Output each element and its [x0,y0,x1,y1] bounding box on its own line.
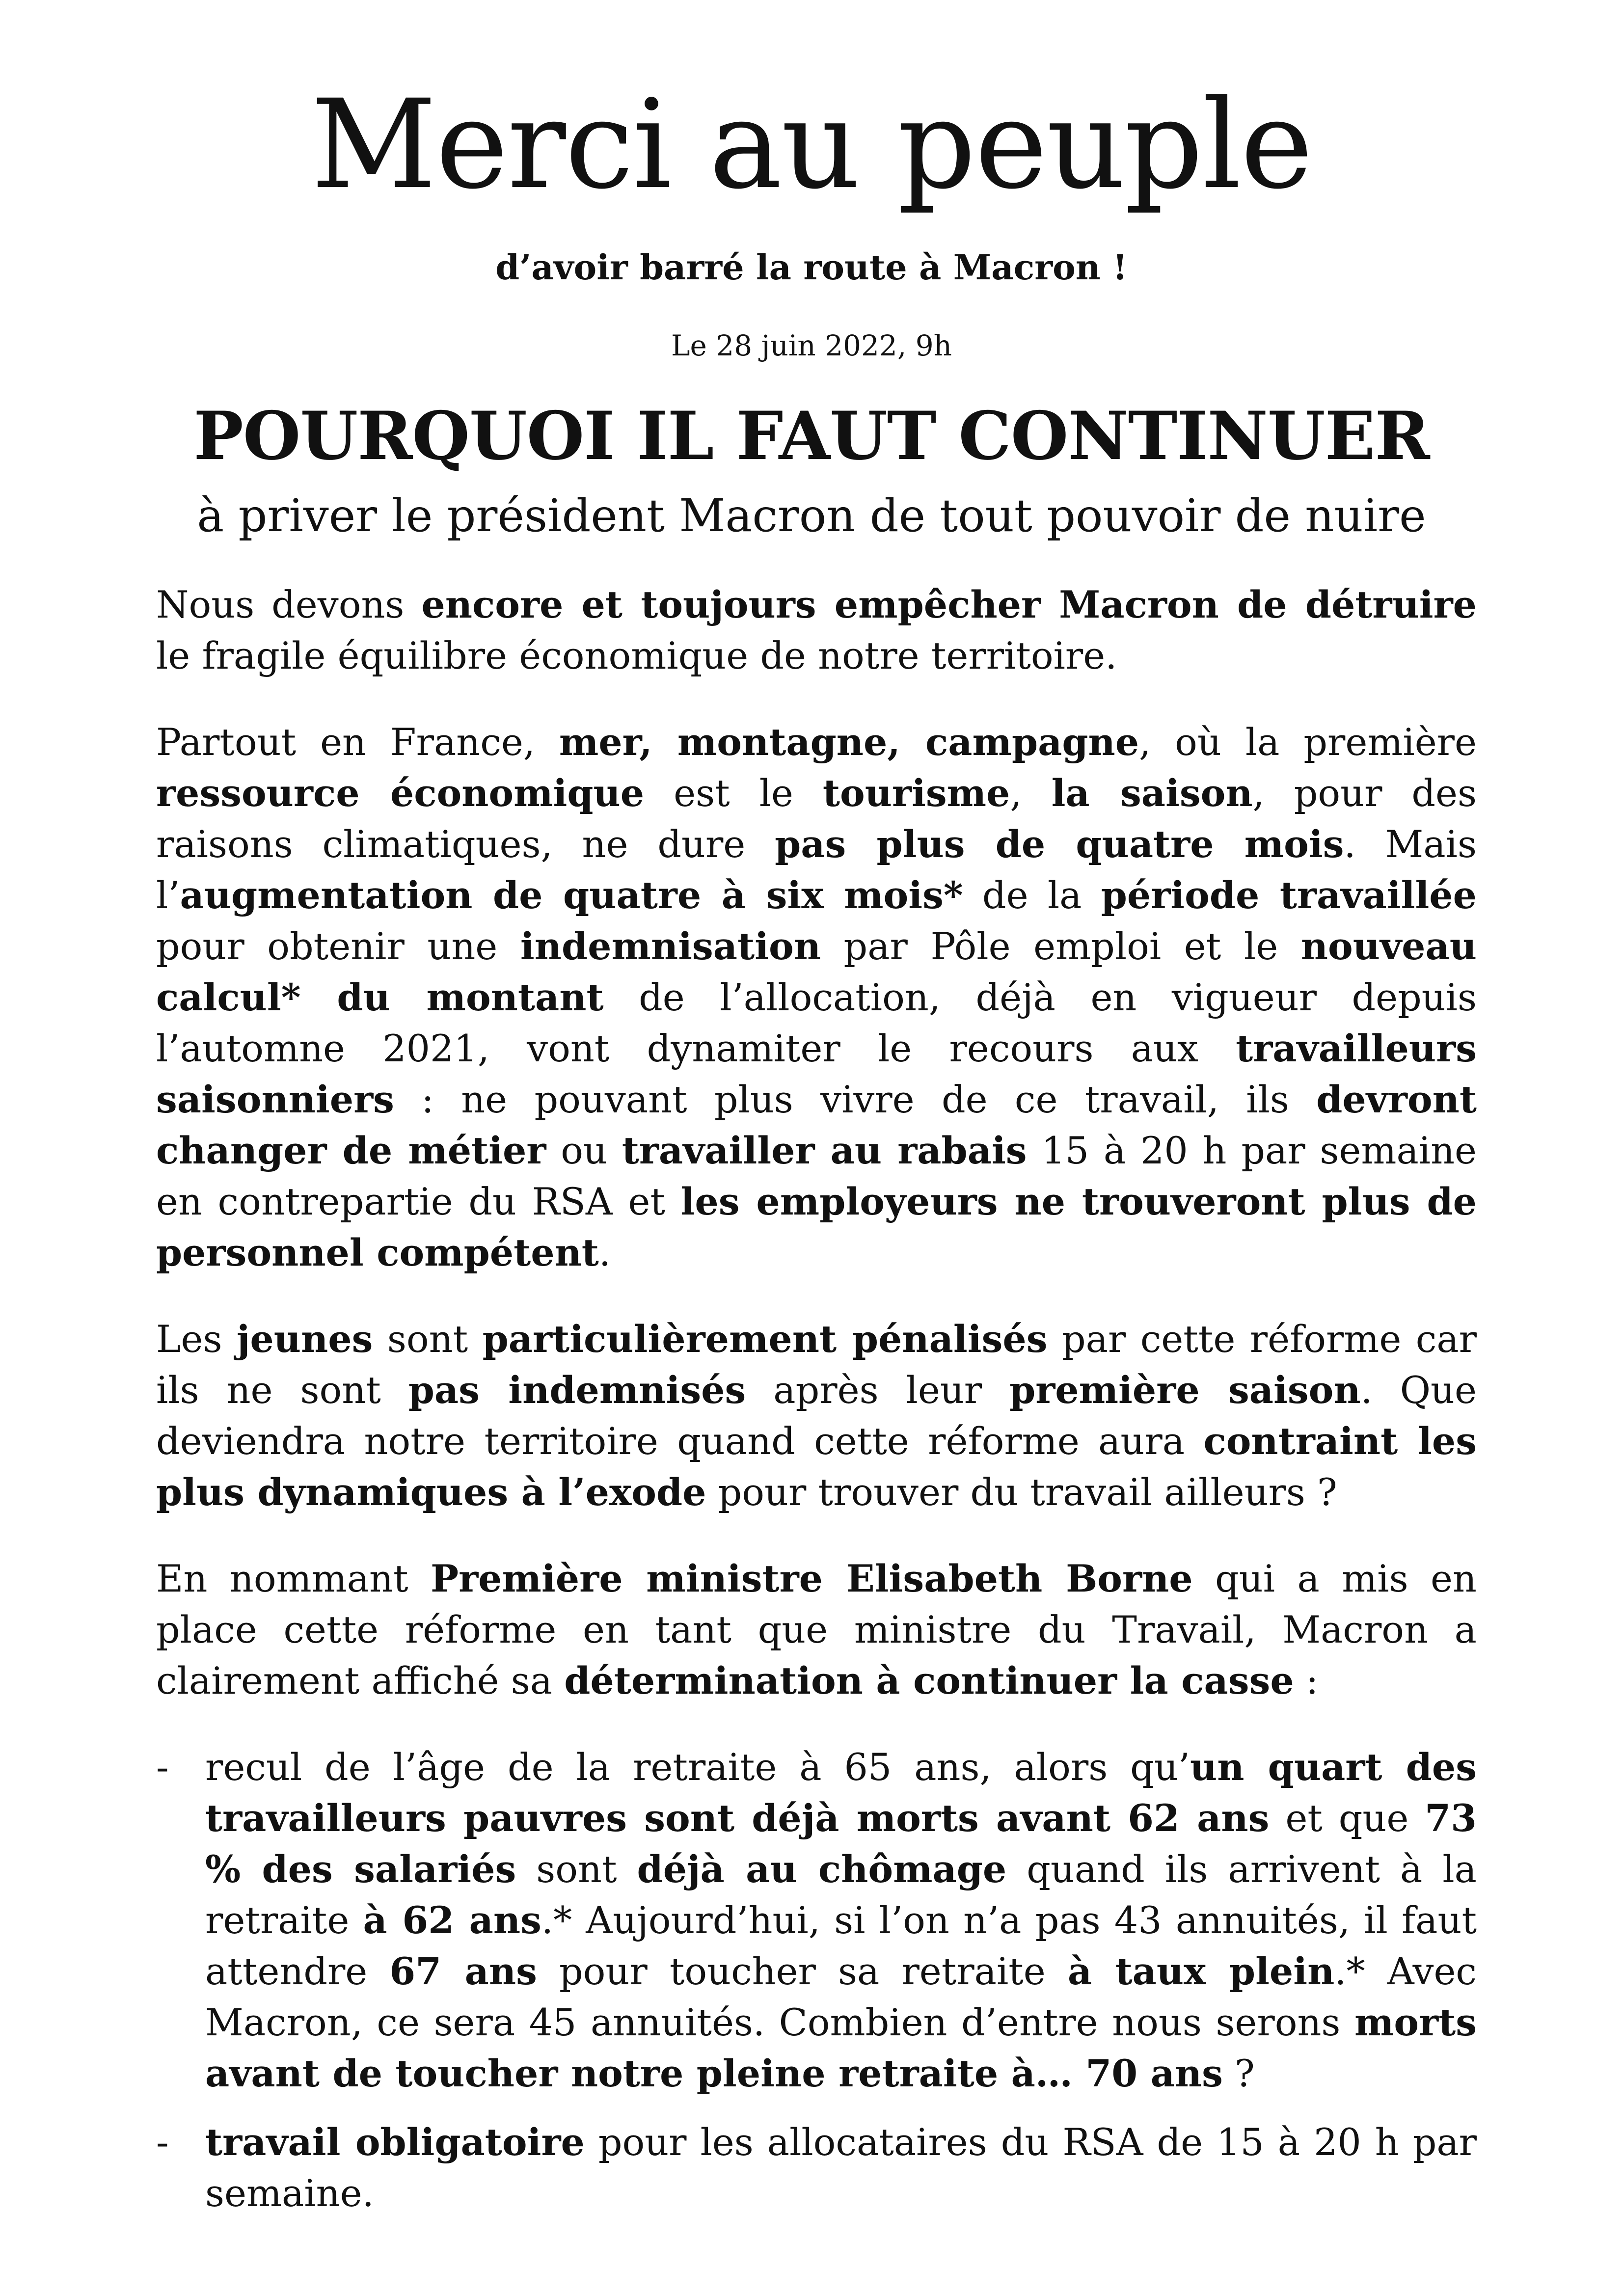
text-run: par Pôle emploi et le [820,924,1301,968]
bold-text: travailleurs saisonniers [156,1026,1477,1121]
text-run: . Mais l’ [156,822,1477,917]
bold-text: particulièrement pénalisés [482,1317,1048,1361]
text-run: : ne pouvant plus vivre de ce travail, ils [394,1078,1317,1121]
paragraph [156,717,1477,1278]
text-run: pour toucher sa retraite [537,1949,1068,1993]
bold-text: Première ministre Elisabeth Borne [430,1557,1193,1600]
bold-text: contraint les plus dynamiques à l’exode [156,1419,1477,1514]
bold-text: pas indemnisés [408,1368,746,1412]
text-run: est le [644,771,823,815]
text-run: 15 à 20 h par semaine en contrepartie du RSA et [156,1129,1477,1223]
bullet-list [156,1742,1477,2219]
text-run: , [1010,771,1052,815]
bold-text: ressource économique [156,771,645,815]
bold-text: période travaillée [1101,873,1477,917]
bold-text: un quart des travailleurs pauvres sont déjà morts avant 62 ans [205,1745,1477,1840]
bold-text: mer, montagne, campagne [559,720,1139,764]
bold-text: à 62 ans [363,1898,541,1942]
paragraph-list [156,579,1477,1706]
text-run: , pour des raisons climatiques, ne dure [156,771,1477,866]
text-run: le fragile équilibre économique de notre territoire. [156,634,1117,677]
text-run: de la [963,873,1101,917]
bold-text: les employeurs ne trouveront plus de personnel compétent [156,1180,1477,1274]
text-run: , où la première [1139,720,1477,764]
section-heading: POURQUOI IL FAUT CONTINUER [193,397,1430,475]
text-run: Partout en France, [156,720,559,764]
bold-text: 67 ans [389,1949,537,1993]
text-run: recul de l’âge de la retraite à 65 ans, alors qu’ [205,1745,1190,1789]
text-run: pour obtenir une [156,924,520,968]
document-date: Le 28 juin 2022, 9h [671,329,952,362]
bold-text: détermination à continuer la casse [564,1659,1294,1702]
bold-text: tourisme [822,771,1010,815]
bold-text: la saison [1051,771,1253,815]
text-run: qui a mis en place cette réforme en tant que ministre du Travail, Macron a clairement affiché sa [156,1557,1477,1702]
text-run: pour les allocataires du RSA de 15 à 20 h par semaine. [205,2120,1477,2215]
list-item [156,1742,1477,2099]
text-run: ou [546,1129,622,1172]
bold-text: morts avant de toucher notre pleine retraite à… 70 ans [205,2000,1477,2095]
bold-text: pas plus de quatre mois [775,822,1344,866]
section-subheading: à priver le président Macron de tout pouvoir de nuire [197,489,1426,542]
text-run: sont [516,1847,637,1891]
bold-text: 73 % des salariés [205,1796,1477,1891]
bold-text: devront changer de métier [156,1078,1477,1172]
text-run: sont [373,1317,483,1361]
bold-text: travail obligatoire [205,2120,585,2164]
bold-text: jeunes [236,1317,373,1361]
document-subtitle: d’avoir barré la route à Macron ! [495,247,1128,288]
bold-text: travailler au rabais [622,1129,1027,1172]
text-run: Les [156,1317,237,1361]
text-run: . Que deviendra notre territoire quand cette réforme aura [156,1368,1477,1463]
text-run: après leur [746,1368,1010,1412]
text-run: .* Avec Macron, ce sera 45 annuités. Combien d’entre nous serons [205,1949,1477,2044]
text-run: pour trouver du travail ailleurs ? [706,1470,1337,1514]
text-run: .* Aujourd’hui, si l’on n’a pas 43 annuités, il faut attendre [205,1898,1477,1993]
text-run: ? [1222,2052,1255,2095]
text-run: quand ils arrivent à la retraite [205,1847,1477,1942]
paragraph [156,1314,1477,1518]
text-run: Nous devons [156,583,422,626]
list-item [156,2117,1477,2219]
paragraph [156,579,1477,681]
bold-text: déjà au chômage [637,1847,1007,1891]
document-body [156,579,1477,2237]
text-run: . [598,1231,611,1274]
bold-text: première saison [1009,1368,1361,1412]
bold-text: nouveau calcul* du montant [156,924,1477,1019]
text-run: En nommant [156,1557,431,1600]
bold-text: indemnisation [520,924,821,968]
bullet-dash: - [156,2120,169,2164]
text-run: et que [1269,1796,1425,1840]
text-run: : [1294,1659,1319,1702]
bold-text: à taux plein [1067,1949,1335,1993]
text-run: de l’allocation, déjà en vigueur depuis l’automne 2021, vont dynamiter le recours aux [156,975,1477,1070]
paragraph [156,1553,1477,1706]
bold-text: augmentation de quatre à six mois* [180,873,963,917]
bullet-dash: - [156,1745,169,1789]
document-title: Merci au peuple [311,73,1312,216]
bold-text: encore et toujours empêcher Macron de détruire [421,583,1477,626]
text-run: par cette réforme car ils ne sont [156,1317,1477,1412]
